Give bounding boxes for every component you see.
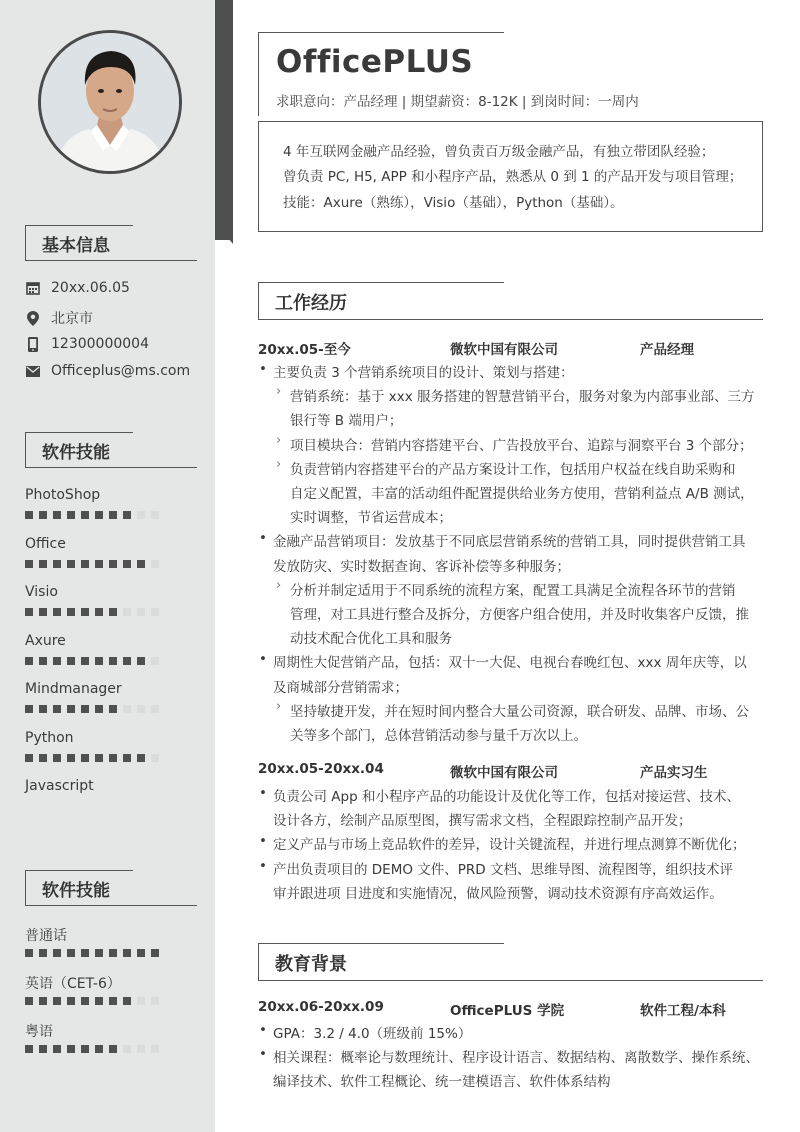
skill-level-dot [95,560,103,568]
skill-level-dot [123,949,131,957]
skill-level-dot [25,657,33,665]
skill-level-dot [109,754,117,762]
skill-level-dot [109,1045,117,1053]
sub-bullet-item: › 负责营销内容搭建平台的产品方案设计工作，包括用户权益在线自助采购和 [290,458,736,478]
job-company: 微软中国有限公司 [450,765,558,781]
skill-level-dot [137,1045,145,1053]
skill-level-dot [39,511,47,519]
skill-name: 英语（CET-6） [25,976,121,992]
bullet-item: • 周期性大促营销产品，包括：双十一大促、电视台春晚红包、xxx 周年庆等，以 [273,651,747,671]
skill-level-dot [95,949,103,957]
skill-level-dot [25,511,33,519]
skill-name: Mindmanager [25,681,122,697]
skill-level-bar [25,1045,159,1053]
skill-level-dot [151,705,159,713]
summary-box [258,121,763,232]
phone-row [25,336,149,352]
education-major: 软件工程/本科 [640,1003,726,1019]
skill-level-dot [53,1045,61,1053]
text-continuation: 自定义配置，丰富的活动组件配置提供给业务方使用，营销利益点 A/B 测试， [290,486,754,502]
job-header [258,338,763,358]
skill-level-dot [81,997,89,1005]
sub-bullet-item: › 营销系统：基于 xxx 服务搭建的智慧营销平台，服务对象为内部事业部、三方 [290,385,755,405]
skill-level-dot [53,997,61,1005]
skill-name: Office [25,535,66,552]
skill-level-dot [39,560,47,568]
calendar-icon [25,280,41,296]
skill-level-dot [81,754,89,762]
job-header [258,761,763,781]
avatar [38,30,182,174]
phone-icon [25,336,41,352]
skill-level-dot [123,997,131,1005]
skill-level-dot [123,1045,131,1053]
software-skills-title: 软件技能 [25,432,197,468]
skill-level-dot [81,1045,89,1053]
skill-level-dot [53,754,61,762]
skill-level-dot [151,657,159,665]
skill-level-dot [95,657,103,665]
skill-level-dot [81,511,89,519]
skill-level-dot [137,705,145,713]
bullet-item: • GPA：3.2 / 4.0（班级前 15%） [273,1022,471,1042]
skill-level-dot [137,949,145,957]
skill-level-dot [123,608,131,616]
skill-level-dot [53,949,61,957]
text-continuation: 设计各方，绘制产品原型图，撰写需求文档，全程跟踪控制产品开发； [273,813,692,830]
skill-level-bar [25,754,159,762]
skill-level-dot [95,705,103,713]
skill-level-dot [137,657,145,665]
skill-level-dot [95,608,103,616]
skill-level-dot [53,511,61,519]
skill-level-dot [81,608,89,616]
job-company: 微软中国有限公司 [450,342,558,358]
skill-level-dot [95,997,103,1005]
text-continuation: 审并跟进项 目进度和实施情况，做风险预警，调动技术资源有序高效运作。 [273,885,723,902]
education-title: 教育背景 [258,943,763,981]
text-continuation: 关等多个部门，总体营销活动参与量千万次以上。 [290,728,587,744]
skill-name: Visio [25,584,58,600]
skill-level-dot [151,997,159,1005]
bullet-item: • 主要负责 3 个营销系统项目的设计、策划与搭建： [273,361,574,381]
sub-bullet-item: › 项目模块合：营销内容搭建平台、广告投放平台、追踪与洞察平台 3 个部分； [290,434,753,454]
language-skills-title: 软件技能 [25,870,197,906]
sidebar-accent-bar [215,0,233,1132]
skill-level-bar [25,608,159,616]
text-continuation: 银行等 B 端用户； [290,413,403,430]
skill-level-dot [81,560,89,568]
city-row [25,308,93,328]
skill-level-dot [25,560,33,568]
skill-level-bar [25,657,159,665]
skill-name: PhotoShop [25,487,101,503]
skill-name: Python [25,729,74,746]
skill-level-dot [67,997,75,1005]
skill-level-dot [53,560,61,568]
text-continuation: 编译技术、软件工程概论、统一建模语言、软件体系结构 [273,1074,611,1091]
skill-level-dot [67,705,75,713]
skill-level-dot [95,754,103,762]
birthdate-text: 20xx.06.05 [51,280,130,296]
skill-level-dot [39,705,47,713]
main-content [233,0,800,1132]
skill-level-dot [25,608,33,616]
education-school: OfficePLUS 学院 [450,1003,565,1019]
skill-level-dot [25,1045,33,1053]
skill-level-dot [67,949,75,957]
skill-level-dot [67,754,75,762]
skill-level-dot [25,705,33,713]
skill-level-dot [123,511,131,519]
skill-level-dot [95,511,103,519]
skill-level-dot [137,754,145,762]
text-continuation: 发放防灾、实时数据查询、客诉补偿等多种服务； [273,558,570,575]
skill-level-dot [109,608,117,616]
skill-level-dot [137,997,145,1005]
skill-level-dot [109,949,117,957]
phone-text: 12300000004 [51,336,149,352]
portrait-image [41,33,179,171]
sidebar [0,0,215,1132]
skill-level-dot [25,949,33,957]
skill-level-bar [25,949,159,957]
job-period: 20xx.05-20xx.04 [258,761,384,777]
skill-level-bar [25,511,159,519]
skill-level-dot [137,511,145,519]
education-period: 20xx.06-20xx.09 [258,999,384,1015]
candidate-name: OfficePLUS [276,44,474,80]
bullet-item: • 相关课程：概率论与数理统计、程序设计语言、数据结构、离散数学、操作系统、 [273,1046,759,1066]
text-continuation: 管理，对工具进行整合及拆分，方便客户组合使用，并及时收集客户反馈，推 [290,607,749,623]
birthdate-row [25,280,130,296]
bullet-item: • 产出负责项目的 DEMO 文件、PRD 文档、思维导图、流程图等，组织技术评 [273,858,733,878]
skill-level-bar [25,997,159,1005]
skill-name: 普通话 [25,928,67,944]
skill-level-dot [123,560,131,568]
basic-info-title: 基本信息 [25,225,197,261]
skill-level-dot [67,560,75,568]
skill-level-dot [81,949,89,957]
skill-level-dot [81,705,89,713]
skill-name: Axure [25,632,66,649]
mail-icon [25,363,41,379]
skill-level-dot [123,705,131,713]
sub-bullet-item: › 坚持敏捷开发，并在短时间内整合大量公司资源，联合研发、品牌、市场、公 [290,700,749,720]
skill-level-dot [39,657,47,665]
skill-level-dot [137,560,145,568]
summary-line: 技能：Axure（熟练），Visio（基础），Python（基础）。 [283,195,624,211]
email-text: Officeplus@ms.com [51,363,191,379]
bullet-item: • 定义产品与市场上竞品软件的差异，设计关键流程，并进行埋点测算不断优化； [273,833,746,853]
skill-level-dot [109,511,117,519]
job-period: 20xx.05-至今 [258,342,351,358]
skill-level-dot [109,705,117,713]
skill-level-dot [39,949,47,957]
skill-level-dot [95,1045,103,1053]
bullet-item: • 负责公司 App 和小程序产品的功能设计及优化等工作，包括对接运营、技术、 [273,785,740,805]
job-role: 产品经理 [640,342,694,358]
city-text: 北京市 [51,311,93,327]
job-intent: 求职意向：产品经理 | 期望薪资：8-12K | 到岗时间：一周内 [276,94,639,110]
skill-level-dot [67,511,75,519]
skill-level-dot [109,657,117,665]
summary-line: 4 年互联网金融产品经验，曾负责百万级金融产品，有独立带团队经验； [283,144,715,160]
skill-level-dot [39,1045,47,1053]
text-continuation: 实时调整，节省运营成本； [290,510,452,527]
skill-level-bar [25,705,159,713]
skill-level-dot [53,657,61,665]
skill-level-dot [25,754,33,762]
skill-level-dot [151,754,159,762]
skill-level-dot [67,608,75,616]
skill-level-dot [53,705,61,713]
skill-level-dot [151,1045,159,1053]
skill-level-dot [39,608,47,616]
text-continuation: 动技术配合优化工具和服务 [290,631,452,648]
skill-level-dot [39,997,47,1005]
work-experience-title: 工作经历 [258,282,763,320]
sub-bullet-item: › 分析并制定适用于不同系统的流程方案，配置工具满足全流程各环节的营销 [290,579,736,599]
education-header [258,999,763,1019]
skill-level-dot [151,511,159,519]
skill-level-dot [53,608,61,616]
skill-name: 粤语 [25,1024,53,1040]
skill-level-dot [137,608,145,616]
email-row [25,363,190,379]
skill-level-dot [109,997,117,1005]
location-pin-icon [25,310,41,326]
skill-level-dot [123,754,131,762]
skill-level-dot [151,949,159,957]
skill-level-dot [67,657,75,665]
skill-level-bar [25,560,159,568]
job-role: 产品实习生 [640,765,708,781]
summary-line: 曾负责 PC, H5, APP 和小程序产品，熟悉从 0 到 1 的产品开发与项目管理； [283,169,743,185]
skill-level-dot [39,754,47,762]
skill-level-dot [151,560,159,568]
text-continuation: 及商城部分营销需求； [273,679,408,696]
skill-level-dot [81,657,89,665]
skill-level-dot [151,608,159,616]
skill-level-dot [123,657,131,665]
skill-level-dot [25,997,33,1005]
skill-level-dot [109,560,117,568]
skill-name: Javascript [25,778,94,794]
skill-level-dot [67,1045,75,1053]
bullet-item: • 金融产品营销项目：发放基于不同底层营销系统的营销工具，同时提供营销工具 [273,530,746,550]
